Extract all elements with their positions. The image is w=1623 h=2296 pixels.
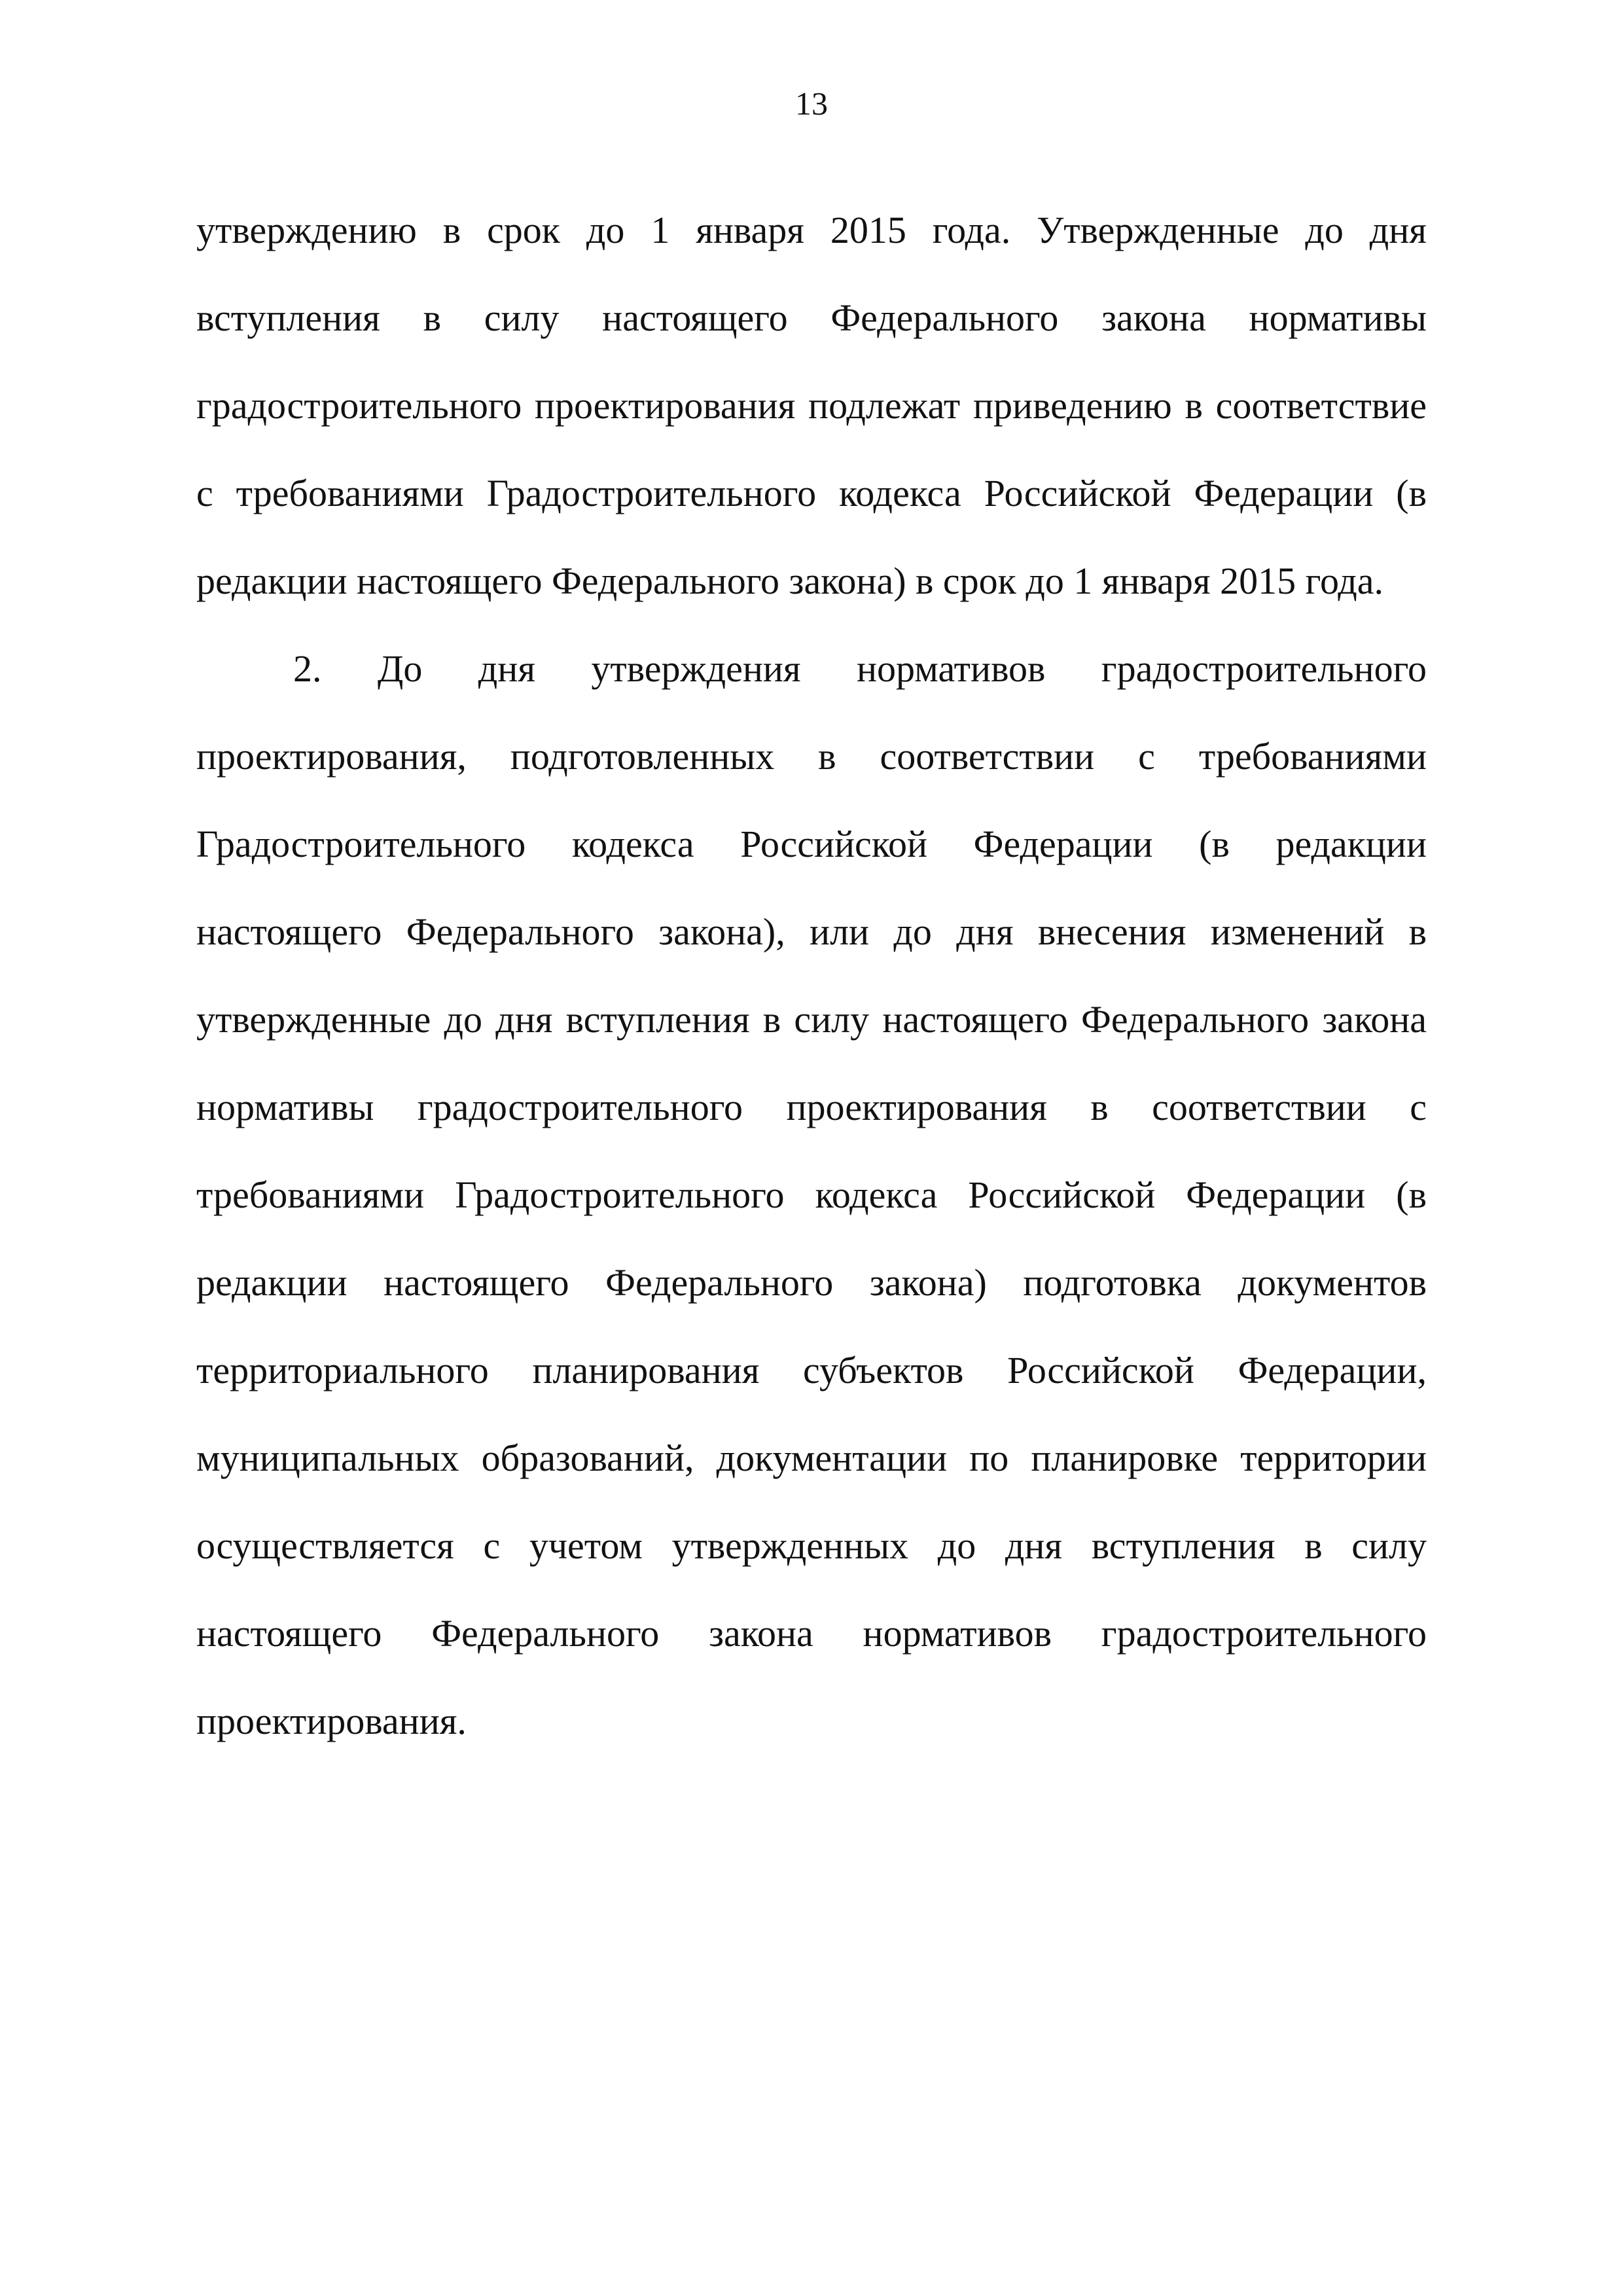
page-number: 13 — [795, 85, 828, 122]
document-body — [196, 187, 1427, 1765]
paragraph-item-2: 2. До дня утверждения нормативов градостроительного проектирования, подготовленных в соответствии с требованиями Градостроительного кодекса Российской Федерации (в редакции настоящего Федерального закона), или до дня внесения изменений в утвержденные до дня вступления в силу настоящего Федерального закона нормативы градостроительного проектирования в соответствии с требованиями Градостроительного кодекса Российской Федерации (в редакции настоящего Федерального закона) подготовка документов территориального планирования субъектов Российской Федерации, муниципальных образований, документации по планировке территории осуществляется с учетом утвержденных до дня вступления в силу настоящего Федерального закона нормативов градостроительного проектирования. — [196, 647, 1427, 1742]
paragraph-continuation: утверждению в срок до 1 января 2015 года. Утвержденные до дня вступления в силу настоящего Федерального закона нормативы градостроительного проектирования подлежат приведению в соответствие с требованиями Градостроительного кодекса Российской Федерации (в редакции настоящего Федерального закона) в срок до 1 января 2015 года. — [196, 209, 1427, 602]
